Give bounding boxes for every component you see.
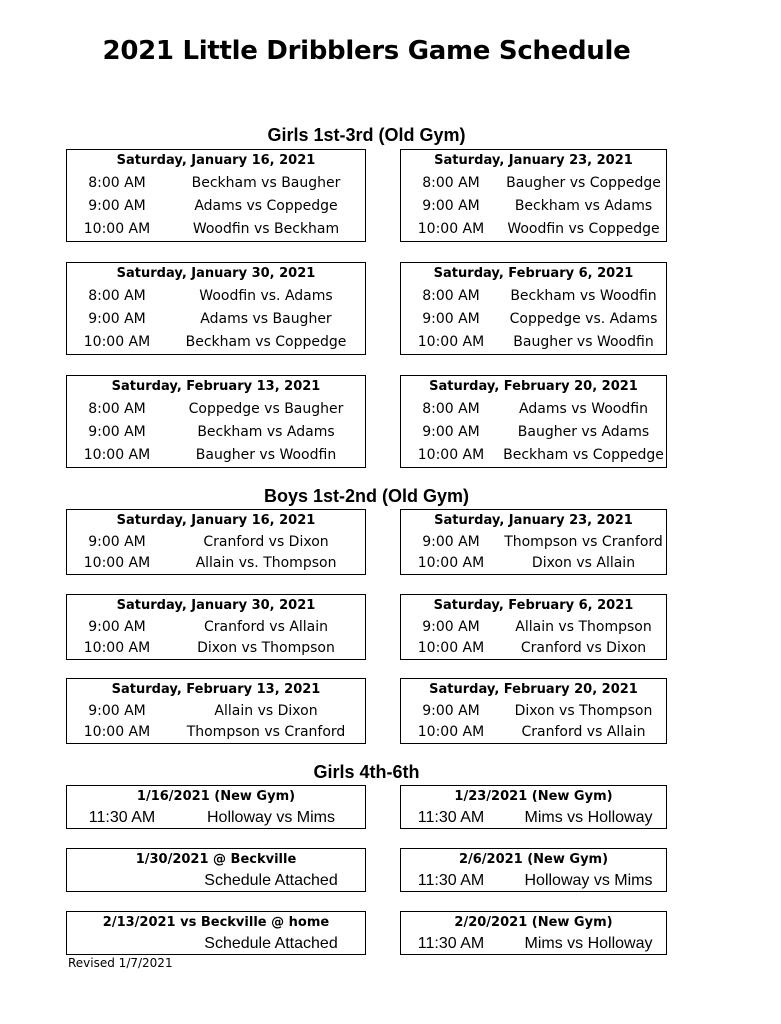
game-row (67, 398, 365, 421)
schedule-box (400, 509, 667, 575)
game-row (67, 308, 365, 331)
game-match: Mims vs Holloway (524, 809, 653, 826)
game-match: Baugher vs Woodfin (513, 334, 654, 350)
game-row (401, 398, 666, 421)
game-row (401, 933, 666, 954)
game-match: Beckham vs Coppedge (185, 334, 347, 350)
game-row (401, 553, 666, 574)
game-row (401, 444, 666, 467)
schedule-box (400, 785, 667, 829)
game-time: 10:00 AM (417, 724, 485, 740)
game-time: 9:00 AM (422, 198, 480, 214)
schedule-box (400, 678, 667, 744)
game-match: Schedule Attached (204, 872, 338, 889)
game-match: Beckham vs Adams (514, 198, 653, 214)
page-title: 2021 Little Dribblers Game Schedule (102, 36, 631, 66)
schedule-box (66, 509, 366, 575)
game-row (67, 285, 365, 308)
game-time: 10:00 AM (417, 334, 485, 350)
date-header: Saturday, February 20, 2021 (429, 379, 638, 394)
game-match: Coppedge vs. Adams (509, 311, 658, 327)
game-match: Allain vs. Thompson (195, 555, 337, 571)
game-match: Holloway vs Mims (206, 809, 335, 826)
date-header: Saturday, January 16, 2021 (116, 513, 316, 528)
game-time: 9:00 AM (422, 619, 480, 635)
game-time: 10:00 AM (417, 555, 485, 571)
game-row (67, 870, 365, 891)
schedule-box (66, 262, 366, 355)
schedule-box (66, 848, 366, 892)
date-header: 2/6/2021 (New Gym) (458, 852, 609, 867)
schedule-box (66, 785, 366, 829)
game-match: Thompson vs Cranford (186, 724, 346, 740)
game-time: 8:00 AM (88, 175, 146, 191)
game-time: 10:00 AM (83, 640, 151, 656)
game-time: 9:00 AM (88, 534, 146, 550)
girls-1-3-heading: Girls 1st-3rd (Old Gym) (267, 125, 466, 145)
schedule-box (400, 848, 667, 892)
game-row (67, 617, 365, 638)
game-time: 10:00 AM (83, 221, 151, 237)
game-match: Woodfin vs. Adams (199, 288, 333, 304)
game-row (67, 218, 365, 241)
game-row (67, 553, 365, 574)
game-time: 11:30 AM (88, 809, 156, 826)
game-time: 8:00 AM (88, 288, 146, 304)
game-row (401, 172, 666, 195)
date-header: 1/30/2021 @ Beckville (135, 852, 297, 867)
schedule-box (66, 678, 366, 744)
game-match: Coppedge vs Baugher (188, 401, 344, 417)
game-time: 8:00 AM (88, 401, 146, 417)
date-header: 1/23/2021 (New Gym) (454, 789, 613, 804)
game-time: 9:00 AM (88, 424, 146, 440)
game-row (401, 870, 666, 891)
schedule-box (400, 594, 667, 660)
game-time: 8:00 AM (422, 288, 480, 304)
schedule-box (66, 911, 366, 955)
date-header: Saturday, January 23, 2021 (434, 153, 633, 168)
date-header: Saturday, February 6, 2021 (433, 598, 634, 613)
game-row (401, 617, 666, 638)
game-row (401, 421, 666, 444)
game-time: 10:00 AM (417, 640, 485, 656)
schedule-box (66, 149, 366, 242)
game-match: Dixon vs Thompson (514, 703, 653, 719)
game-match: Mims vs Holloway (524, 935, 653, 952)
game-row (401, 532, 666, 553)
game-match: Dixon vs Allain (531, 555, 636, 571)
game-row (401, 722, 666, 743)
game-match: Adams vs Baugher (200, 311, 332, 327)
game-time: 11:30 AM (417, 935, 485, 952)
date-header: Saturday, February 20, 2021 (429, 682, 638, 697)
game-time: 8:00 AM (422, 175, 480, 191)
game-row (67, 421, 365, 444)
game-time: 9:00 AM (422, 311, 480, 327)
game-match: Thompson vs Cranford (504, 534, 663, 550)
game-match: Adams vs Coppedge (194, 198, 338, 214)
game-time: 10:00 AM (417, 447, 485, 463)
game-match: Baugher vs Coppedge (506, 175, 661, 191)
date-header: 2/13/2021 vs Beckville @ home (102, 915, 330, 930)
game-time: 9:00 AM (88, 311, 146, 327)
game-match: Holloway vs Mims (524, 872, 653, 889)
game-match: Cranford vs Dixon (203, 534, 329, 550)
game-time: 10:00 AM (83, 555, 151, 571)
schedule-box (400, 149, 667, 242)
game-row (401, 308, 666, 331)
schedule-box (66, 594, 366, 660)
game-time: 9:00 AM (88, 198, 146, 214)
revised-note: Revised 1/7/2021 (68, 956, 173, 970)
game-row (401, 701, 666, 722)
game-match: Beckham vs Baugher (191, 175, 341, 191)
game-row (67, 444, 365, 467)
game-time: 8:00 AM (422, 401, 480, 417)
game-match: Allain vs Dixon (214, 703, 318, 719)
date-header: 2/20/2021 (New Gym) (454, 915, 613, 930)
game-match: Beckham vs Adams (197, 424, 335, 440)
game-match: Cranford vs Dixon (520, 640, 647, 656)
game-row (67, 807, 365, 828)
game-time: 9:00 AM (422, 703, 480, 719)
schedule-box (66, 375, 366, 468)
game-match: Beckham vs Woodfin (510, 288, 657, 304)
game-match: Schedule Attached (204, 935, 338, 952)
game-time: 11:30 AM (417, 872, 485, 889)
game-match: Adams vs Woodfin (519, 401, 648, 417)
game-match: Allain vs Thompson (515, 619, 652, 635)
schedule-box (400, 375, 667, 468)
date-header: Saturday, January 16, 2021 (116, 153, 316, 168)
game-row (401, 638, 666, 659)
game-time: 9:00 AM (422, 424, 480, 440)
game-time: 9:00 AM (88, 703, 146, 719)
boys-1-2-heading: Boys 1st-2nd (Old Gym) (263, 486, 470, 506)
game-time: 10:00 AM (83, 334, 151, 350)
schedule-box (400, 262, 667, 355)
game-row (67, 331, 365, 354)
game-row (401, 807, 666, 828)
date-header: Saturday, January 30, 2021 (116, 266, 316, 281)
game-row (67, 172, 365, 195)
date-header: Saturday, February 13, 2021 (111, 379, 321, 394)
game-row (67, 722, 365, 743)
game-match: Baugher vs Woodfin (195, 447, 337, 463)
game-match: Woodfin vs Coppedge (507, 221, 660, 237)
game-row (401, 218, 666, 241)
game-row (67, 195, 365, 218)
game-time: 10:00 AM (83, 724, 151, 740)
game-row (401, 195, 666, 218)
game-time: 9:00 AM (88, 619, 146, 635)
date-header: Saturday, January 30, 2021 (116, 598, 316, 613)
game-match: Cranford vs Allain (521, 724, 646, 740)
game-match: Beckham vs Coppedge (503, 447, 664, 463)
game-row (401, 285, 666, 308)
game-row (67, 532, 365, 553)
schedule-box (400, 911, 667, 955)
game-match: Baugher vs Adams (517, 424, 650, 440)
game-row (401, 331, 666, 354)
game-time: 11:30 AM (417, 809, 485, 826)
date-header: Saturday, February 6, 2021 (433, 266, 634, 281)
game-time: 10:00 AM (417, 221, 485, 237)
game-time: 9:00 AM (422, 534, 480, 550)
game-match: Dixon vs Thompson (197, 640, 335, 656)
girls-4-6-heading: Girls 4th-6th (313, 762, 420, 782)
game-time: 10:00 AM (83, 447, 151, 463)
game-match: Cranford vs Allain (203, 619, 329, 635)
game-row (67, 933, 365, 954)
game-match: Woodfin vs Beckham (192, 221, 340, 237)
game-row (67, 638, 365, 659)
game-row (67, 701, 365, 722)
date-header: Saturday, February 13, 2021 (111, 682, 321, 697)
date-header: Saturday, January 23, 2021 (434, 513, 633, 528)
date-header: 1/16/2021 (New Gym) (136, 789, 296, 804)
